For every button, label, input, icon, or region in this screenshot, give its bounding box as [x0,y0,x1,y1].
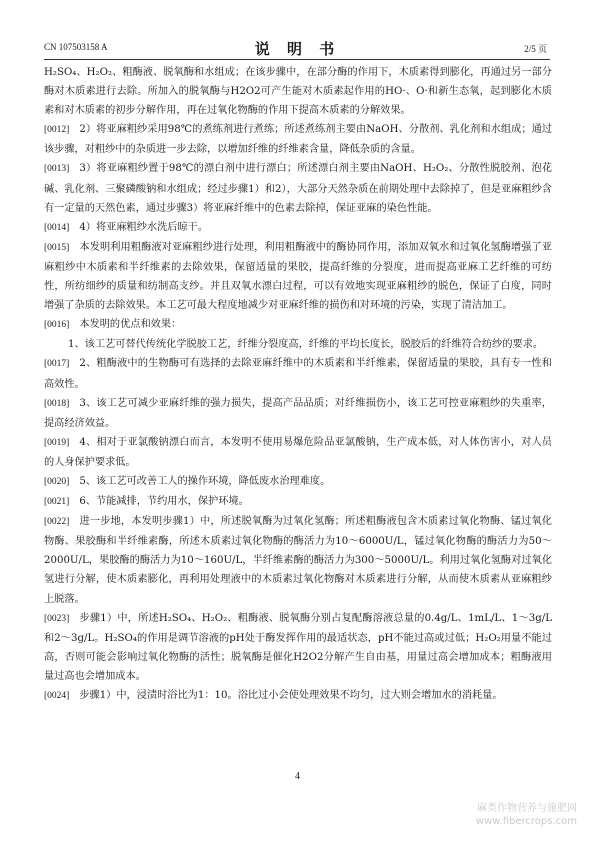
paragraph-text: H₂SO₄、H₂O₂、粗酶液、脱氧酶和水组成；在该步骤中，在部分酶的作用下，木质素得到膨化，再通过另一部分酶对木质素进行去除。所加入的脱氧酶与H2O2可产生能对木质素起作用的HO·、O·和新生态氧，起到膨化木质素和对木质素的初步分解作用，再在过氧化物酶的作用下提高木质素的分解效果。 [44,67,552,117]
paragraph [44,120,552,159]
watermark-url: www.fibercrops.com [475,816,577,827]
paragraph-number: [0018] [44,398,70,409]
paragraph [44,433,552,472]
page-header [0,38,595,58]
paragraph [44,394,552,433]
paragraph [44,335,552,354]
paragraph [44,238,552,315]
paragraph-number: [0019] [44,437,70,448]
paragraph [44,354,552,393]
paragraph-number: [0016] [44,320,70,331]
page-reference: 2/5 页 [524,44,547,54]
paragraph [44,315,552,335]
paragraph-text: 1、该工艺可替代传统化学脱胶工艺，纤维分裂度高，纤维的平均长度长，脱胶后的纤维符合纺纱的要求。 [68,339,544,351]
page-number: 4 [295,771,300,782]
paragraph-text: 3）将亚麻粗纱置于98℃的漂白剂中进行漂白；所述漂白剂主要由NaOH、H₂O₂、分散性脱胶剂、泡花碱、乳化剂、三聚磷酸钠和水组成；经过步骤1）和2），大部分天然杂质在前期处理中去除掉了，但是亚麻粗纱含有一定量的天然色素，通过步骤3）将亚麻纤维中的色素去除掉，保证亚麻的染色性能。 [44,163,552,214]
document-title: 说 明 书 [254,40,341,58]
paragraph-number: [0017] [44,359,70,370]
paragraph [44,472,552,492]
paragraph-text: 4）将亚麻粗纱水洗后晾干。 [79,221,209,233]
paragraph-text: 本发明利用粗酶液对亚麻粗纱进行处理，利用粗酶液中的酶协同作用，添加双氧水和过氧化氢酶增强了亚麻粗纱中木质素和半纤维素的去除效果，保留适量的果胶，提高纤维的分裂度，进而提高亚麻工艺纤维的可纺性，所纺细纱的质量和纺制高支纱。并且双氧水漂白过程，可以有效地实现亚麻粗纱的脱色，保证了白度，同时增强了杂质的去除效果。本工艺可最大程度地减少对亚麻纤维的损伤和对环境的污染，实现了清洁加工。 [44,241,552,312]
paragraph-number: [0015] [44,242,70,253]
paragraph [44,63,552,120]
document-body [44,63,552,706]
paragraph-text: 步骤1）中，所述H₂SO₄、H₂O₂、粗酶液、脱氧酶分别占复配酶溶液总量的0.4g/L、1mL/L、1～3g/L和2～3g/L。H₂SO₄的作用是调节溶液的pH处于酶发挥作用的最适状态，pH不能过高或过低；H₂O₂用量不能过高，否则可能会影响过氧化物酶的活性；脱氧酶是催化H2O2分解产生自由基，用量过高会增加成本；粗酶液用量过高也会增加成本。 [44,612,552,682]
watermark-site-name: 麻类作物营养与施肥网 [477,803,577,814]
paragraph [44,609,552,686]
paragraph [44,159,552,217]
paragraph-number: [0024] [44,691,70,701]
paragraph-number: [0014] [44,222,70,233]
paragraph-number: [0012] [44,125,70,136]
paragraph-text: 2、粗酶液中的生物酶可有选择的去除亚麻纤维中的木质素和半纤维素，保留适量的果胶，具有专一性和高效性。 [44,358,552,390]
paragraph-text: 4、相对于亚氯酸钠漂白而言，本发明不使用易爆危险品亚氯酸钠，生产成本低，对人体伤害小，对人员的人身保护要求低。 [44,436,552,468]
paragraph-text: 本发明的优点和效果： [79,319,182,331]
paragraph [44,492,552,512]
paragraph-number: [0020] [44,476,70,487]
header-rule [44,59,550,60]
paragraph-text: 3、该工艺可减少亚麻纤维的强力损失，提高产品品质；对纤维损伤小，该工艺可控亚麻粗纱的失重率，提高经济效益。 [44,397,552,429]
paragraph [44,512,552,608]
paragraph-number: [0022] [44,517,70,528]
paragraph-text: 6、节能减排，节约用水，保护环境。 [79,496,249,508]
paragraph-text: 5、该工艺可改善工人的操作环境，降低废水治理难度。 [79,475,331,487]
paragraph-number: [0023] [44,613,70,624]
paragraph [44,218,552,238]
patent-number: CN 107503158 A [44,42,108,52]
paragraph [44,686,552,706]
paragraph-text: 2）将亚麻粗纱采用98℃的煮练剂进行煮练；所述煮练剂主要由NaOH、分散剂、乳化剂和水组成；通过该步骤，对粗纱中的杂质进一步去除，以增加纤维的纤维素含量，降低杂质的含量。 [44,124,552,156]
watermark [476,802,577,828]
paragraph-text: 步骤1）中，浸渍时浴比为1：10。浴比过小会使处理效果不均匀，过大则会增加水的消耗量。 [79,690,503,701]
paragraph-number: [0021] [44,497,70,508]
paragraph-text: 进一步地，本发明步骤1）中，所述脱氧酶为过氧化氢酶；所述粗酶液包含木质素过氧化物酶、锰过氧化物酶、果胶酶和半纤维素酶，所述木质素过氧化物酶的酶活力为10～6000U/L，锰过氧化物酶的酶活力为50～2000U/L，果胶酶的酶活力为10～160U/L，半纤维素酶的酶活力为300～5000U/L。利用过氧化氢酶对过氧化氢进行分解，使木质素膨化，再利用处理液中的木质素过氧化物酶对木质素进行分解，从而使木质素从亚麻粗纱上脱落。 [44,516,552,605]
paragraph-number: [0013] [44,164,70,175]
